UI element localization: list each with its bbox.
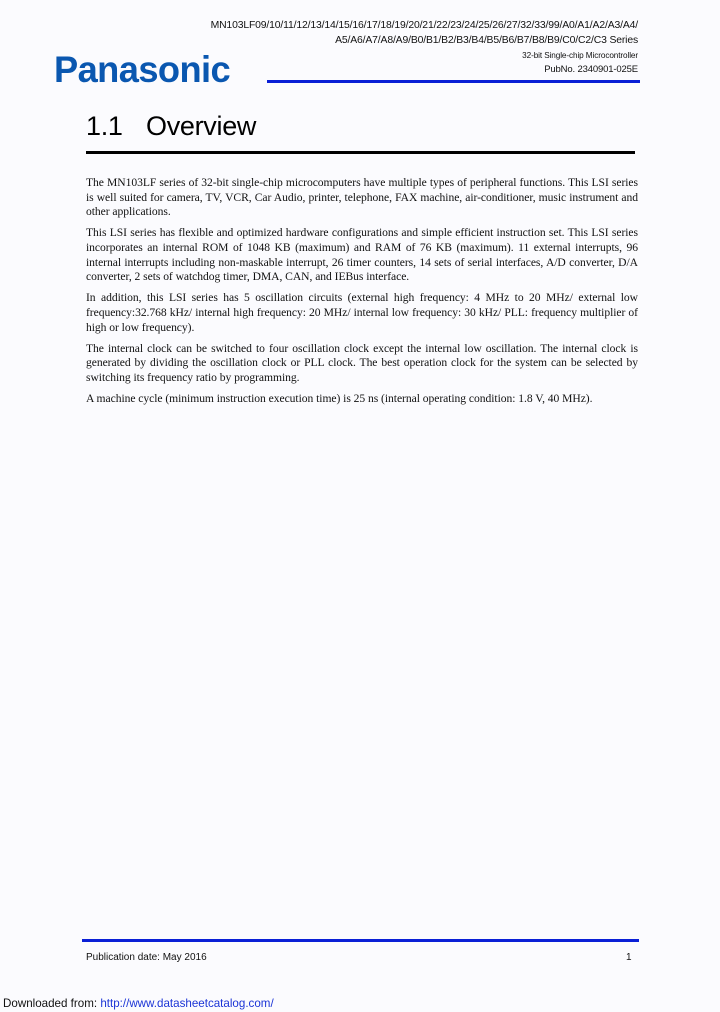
download-link[interactable]: http://www.datasheetcatalog.com/: [100, 997, 274, 1010]
series-line-2: A5/A6/A7/A8/A9/B0/B1/B2/B3/B4/B5/B6/B7/B8/B9/C0/C2/C3 Series: [335, 35, 638, 46]
paragraph-hardware: This LSI series has flexible and optimized hardware configurations and simple efficient instruction set. This LSI series incorporates an internal ROM of 1048 KB (maximum) and RAM of 76 KB (maximum). 11 external interrupts, 96 internal interrupts including non-maskable interrupt, 26 timer counters, 14 sets of serial interfaces, A/D converter, D/A converter, 2 sets of watchdog timer, DMA, CAN, and IEBus interface.: [86, 226, 638, 284]
paragraph-machine-cycle: A machine cycle (minimum instruction execution time) is 25 ns (internal operating condition: 1.8 V, 40 MHz).: [86, 392, 593, 406]
body-text: [86, 176, 638, 413]
panasonic-logo: Panasonic: [54, 49, 231, 90]
section-number: 1.1: [86, 111, 123, 141]
paragraph-oscillation: In addition, this LSI series has 5 oscillation circuits (external high frequency: 4 MHz to 20 MHz/ external low frequency:32.768 kHz/ internal high frequency: 20 MHz/ internal low frequency: 30 kHz/ PLL: frequency multiplier of high or low frequency).: [86, 291, 638, 334]
paragraph-clock: The internal clock can be switched to four oscillation clock except the internal low oscillation. The internal clock is generated by dividing the oscillation clock or PLL clock. The best operation clock for the system can be selected by switching its frequency ratio by programming.: [86, 341, 638, 384]
page-number: 1: [626, 952, 632, 963]
publication-date: Publication date: May 2016: [86, 952, 207, 963]
footer-rule: [82, 939, 639, 942]
paragraph-intro: The MN103LF series of 32-bit single-chip microcomputers have multiple types of peripheral functions. This LSI series is well suited for camera, TV, VCR, Car Audio, printer, telephone, FAX machine, air-conditioner, music instrument and other applications.: [86, 176, 638, 219]
series-line-1: MN103LF09/10/11/12/13/14/15/16/17/18/19/20/21/22/23/24/25/26/27/32/33/99/A0/A1/A2/A3/A4/: [210, 20, 638, 31]
document-subtitle: 32-bit Single-chip Microcontroller: [522, 51, 638, 60]
header-rule: [267, 80, 640, 83]
section-rule: [86, 151, 635, 154]
download-source: [3, 997, 274, 1010]
section-heading: [86, 108, 256, 144]
publication-number: PubNo. 2340901-025E: [544, 64, 638, 75]
section-title: Overview: [146, 111, 257, 141]
download-label: Downloaded from:: [3, 997, 101, 1010]
